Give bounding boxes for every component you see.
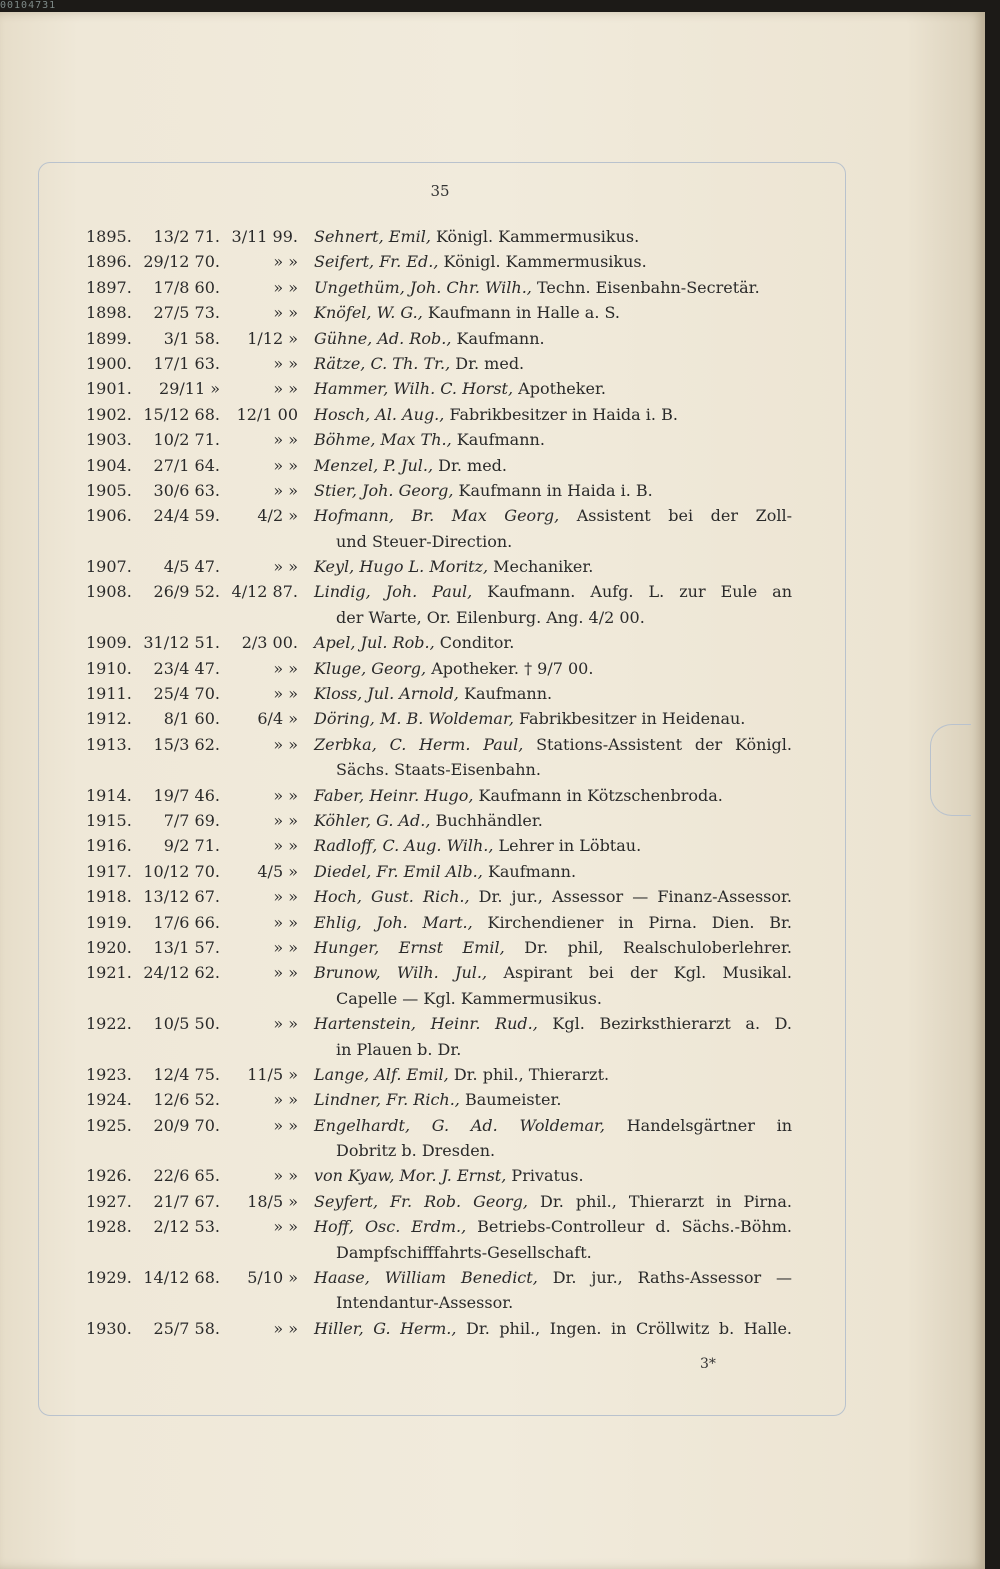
entry-number: 1899.: [86, 328, 132, 348]
membership-date: » »: [273, 455, 298, 475]
entry-number: 1908.: [86, 582, 132, 602]
membership-date: » »: [273, 277, 298, 297]
member-name: Seifert, Fr. Ed.,: [314, 252, 439, 272]
member-description: Kaufmann.: [456, 328, 545, 348]
member-description: Fabrikbesitzer in Heidenau.: [519, 709, 746, 729]
member-description: Kaufmann in Haida i. B.: [458, 480, 653, 500]
birth-date: 10/12 70.: [143, 861, 220, 881]
entry-number: 1912.: [86, 709, 132, 729]
birth-date: 12/6 52.: [153, 1090, 220, 1110]
entry-number: 1910.: [86, 658, 132, 678]
membership-date: 4/5 »: [257, 861, 298, 881]
birth-date: 4/5 47.: [163, 557, 220, 577]
entry-text: [314, 1163, 792, 1188]
entry-text: [314, 910, 792, 935]
member-description-continued: Capelle — Kgl. Kammermusikus.: [336, 988, 602, 1008]
membership-date: » »: [273, 963, 298, 983]
list-item: [86, 427, 790, 452]
list-item: [86, 453, 790, 478]
list-item: [86, 884, 790, 909]
member-description: Kaufmann.: [463, 684, 553, 704]
entry-text: [314, 1087, 792, 1112]
membership-date: » »: [273, 557, 298, 577]
member-name: Hoff, Osc. Erdm.,: [314, 1217, 467, 1237]
list-item: [86, 326, 790, 351]
entry-number: 1918.: [86, 887, 132, 907]
birth-date: 30/6 63.: [153, 480, 220, 500]
list-item: [86, 1087, 790, 1112]
member-name: Faber, Heinr. Hugo,: [314, 785, 474, 805]
member-name: Radloff, C. Aug. Wilh.,: [314, 836, 494, 856]
membership-date: » »: [273, 252, 298, 272]
entry-number: 1909.: [86, 633, 132, 653]
signature-mark: 3*: [700, 1356, 716, 1372]
entry-text: [314, 351, 792, 376]
member-name: Lange, Alf. Emil,: [314, 1064, 449, 1084]
list-item: [86, 1214, 790, 1265]
membership-date: » »: [273, 836, 298, 856]
birth-date: 3/1 58.: [163, 328, 220, 348]
entry-number: 1929.: [86, 1268, 132, 1288]
list-item: [86, 554, 790, 579]
member-description: Kgl. Bezirksthierarzt a. D.: [552, 1014, 793, 1034]
entry-text: [314, 402, 792, 427]
member-name: Hiller, G. Herm.,: [314, 1318, 457, 1338]
list-item: [86, 1062, 790, 1087]
birth-date: 17/6 66.: [153, 912, 220, 932]
member-description-continued: Sächs. Staats-Eisenbahn.: [336, 760, 541, 780]
entry-number: 1922.: [86, 1014, 132, 1034]
entry-text: [314, 1265, 792, 1290]
page-tab-notch: [930, 724, 971, 816]
member-name: Lindig, Joh. Paul,: [314, 582, 473, 602]
list-item: [86, 808, 790, 833]
list-item: [86, 706, 790, 731]
member-description: Königl. Kammermusikus.: [443, 252, 647, 272]
birth-date: 29/12 70.: [143, 252, 220, 272]
list-item: [86, 859, 790, 884]
membership-date: 4/2 »: [257, 506, 298, 526]
entry-text: [314, 1113, 792, 1138]
entry-number: 1902.: [86, 404, 132, 424]
entry-text: [314, 427, 792, 452]
member-description: Aspirant bei der Kgl. Musikal.: [503, 963, 792, 983]
membership-date: » »: [273, 658, 298, 678]
entry-number: 1900.: [86, 353, 132, 373]
birth-date: 24/4 59.: [153, 506, 220, 526]
membership-date: 12/1 00: [236, 404, 298, 424]
entry-number: 1913.: [86, 734, 132, 754]
birth-date: 9/2 71.: [163, 836, 220, 856]
entry-text: [314, 1062, 792, 1087]
entry-number: 1916.: [86, 836, 132, 856]
birth-date: 31/12 51.: [143, 633, 220, 653]
entry-number: 1930.: [86, 1318, 132, 1338]
member-name: Rätze, C. Th. Tr.,: [314, 353, 451, 373]
entry-number: 1919.: [86, 912, 132, 932]
birth-date: 22/6 65.: [153, 1166, 220, 1186]
birth-date: 7/7 69.: [163, 810, 220, 830]
birth-date: 24/12 62.: [143, 963, 220, 983]
member-description: Betriebs-Controlleur d. Sächs.-Böhm.: [477, 1217, 792, 1237]
member-description: Dr. jur., Assessor — Finanz-Assessor.: [478, 887, 792, 907]
membership-date: » »: [273, 912, 298, 932]
list-item: [86, 249, 790, 274]
member-description: Dr. jur., Raths-Assessor —: [552, 1268, 793, 1288]
birth-date: 26/9 52.: [153, 582, 220, 602]
entry-text: [314, 859, 792, 884]
birth-date: 13/2 71.: [153, 227, 220, 246]
member-name: Hartenstein, Heinr. Rud.,: [314, 1014, 538, 1034]
entry-text: [314, 1011, 792, 1036]
member-name: Keyl, Hugo L. Moritz,: [314, 557, 489, 577]
entry-number: 1905.: [86, 480, 132, 500]
birth-date: 2/12 53.: [153, 1217, 220, 1237]
entry-number: 1924.: [86, 1090, 132, 1110]
member-name: Kloss, Jul. Arnold,: [314, 684, 459, 704]
list-item: [86, 224, 790, 249]
member-description: Dr. phil, Realschuloberlehrer.: [524, 937, 792, 957]
member-description-continued: in Plauen b. Dr.: [336, 1039, 462, 1059]
entry-text: [314, 960, 792, 985]
membership-date: » »: [273, 1318, 298, 1338]
birth-date: 13/12 67.: [143, 887, 220, 907]
member-description: Buchhändler.: [435, 810, 543, 830]
member-name: Menzel, P. Jul.,: [314, 455, 434, 475]
member-description: Dr. phil., Thierarzt.: [453, 1064, 610, 1084]
member-description: Apotheker. † 9/7 00.: [431, 658, 594, 678]
entry-number: 1920.: [86, 937, 132, 957]
entry-text: [314, 579, 792, 604]
member-description: Handelsgärtner in: [626, 1115, 792, 1135]
membership-date: » »: [273, 887, 298, 907]
entry-text: [314, 706, 792, 731]
entry-number: 1927.: [86, 1191, 132, 1211]
list-item: [86, 833, 790, 858]
birth-date: 27/5 73.: [153, 303, 220, 323]
member-name: Hunger, Ernst Emil,: [314, 937, 505, 957]
birth-date: 10/2 71.: [153, 430, 220, 450]
membership-date: » »: [273, 810, 298, 830]
entry-number: 1911.: [86, 684, 132, 704]
birth-date: 19/7 46.: [153, 785, 220, 805]
member-name: Apel, Jul. Rob.,: [314, 633, 435, 653]
member-name: Köhler, G. Ad.,: [314, 810, 431, 830]
entry-text: [314, 884, 792, 909]
list-item: [86, 1113, 790, 1164]
birth-date: 27/1 64.: [153, 455, 220, 475]
member-description: Kaufmann.: [456, 430, 545, 450]
membership-date: » »: [273, 1166, 298, 1186]
membership-date: » »: [273, 430, 298, 450]
entry-text: [314, 1214, 792, 1239]
membership-date: » »: [273, 937, 298, 957]
list-item: [86, 478, 790, 503]
list-item: [86, 960, 790, 1011]
corner-catalog-number: 00104731: [0, 0, 57, 11]
entry-number: 1895.: [86, 227, 132, 246]
member-description: Fabrikbesitzer in Haida i. B.: [449, 404, 678, 424]
member-description-continued: Dobritz b. Dresden.: [336, 1141, 496, 1161]
member-description: Assistent bei der Zoll-: [576, 506, 792, 526]
entry-text: [314, 275, 792, 300]
member-description: Dr. med.: [455, 353, 525, 373]
list-item: [86, 1163, 790, 1188]
membership-date: 11/5 »: [247, 1064, 298, 1084]
member-description: Dr. phil., Thierarzt in Pirna.: [540, 1191, 792, 1211]
entry-number: 1901.: [86, 379, 132, 399]
entry-text: [314, 783, 792, 808]
member-description: Techn. Eisenbahn-Secretär.: [536, 277, 760, 297]
list-item: [86, 656, 790, 681]
entry-number: 1903.: [86, 430, 132, 450]
member-description: Lehrer in Löbtau.: [498, 836, 642, 856]
member-name: Hofmann, Br. Max Georg,: [314, 506, 560, 526]
entry-number: 1923.: [86, 1064, 132, 1084]
membership-date: 2/3 00.: [241, 633, 298, 653]
member-name: Diedel, Fr. Emil Alb.,: [314, 861, 483, 881]
member-name: Ungethüm, Joh. Chr. Wilh.,: [314, 277, 532, 297]
entry-text: [314, 808, 792, 833]
membership-date: 1/12 »: [247, 328, 298, 348]
birth-date: 29/11 »: [159, 379, 220, 399]
member-description: Kaufmann in Halle a. S.: [427, 303, 620, 323]
list-item: [86, 300, 790, 325]
entry-text: [314, 326, 792, 351]
list-item: [86, 579, 790, 630]
member-name: Stier, Joh. Georg,: [314, 480, 454, 500]
birth-date: 17/8 60.: [153, 277, 220, 297]
member-description-continued: Intendantur-Assessor.: [336, 1293, 514, 1313]
entry-text: [314, 1189, 792, 1214]
entry-text: [314, 503, 792, 528]
member-name: Kluge, Georg,: [314, 658, 427, 678]
birth-date: 14/12 68.: [143, 1268, 220, 1288]
member-description: Privatus.: [511, 1166, 584, 1186]
member-description: Kirchendiener in Pirna. Dien. Br.: [487, 912, 792, 932]
member-description: Stations-Assistent der Königl.: [536, 734, 792, 754]
member-description-continued: Dampfschifffahrts-Gesellschaft.: [336, 1242, 592, 1262]
member-list: [86, 224, 793, 1341]
birth-date: 8/1 60.: [163, 709, 220, 729]
member-name: Haase, William Benedict,: [314, 1268, 538, 1288]
membership-date: » »: [273, 480, 298, 500]
entry-number: 1914.: [86, 785, 132, 805]
entry-text: [314, 249, 792, 274]
member-name: Hammer, Wilh. C. Horst,: [314, 379, 514, 399]
membership-date: » »: [273, 379, 298, 399]
list-item: [86, 732, 790, 783]
member-name: Hosch, Al. Aug.,: [314, 404, 445, 424]
member-description: Mechaniker.: [493, 557, 594, 577]
membership-date: 3/11 99.: [231, 227, 298, 246]
entry-text: [314, 376, 792, 401]
list-item: [86, 402, 790, 427]
member-name: Seyfert, Fr. Rob. Georg,: [314, 1191, 529, 1211]
birth-date: 15/12 68.: [143, 404, 220, 424]
list-item: [86, 910, 790, 935]
list-item: [86, 1265, 793, 1316]
member-name: Hoch, Gust. Rich.,: [314, 887, 470, 907]
membership-date: » »: [273, 684, 298, 704]
birth-date: 12/4 75.: [153, 1064, 220, 1084]
entry-number: 1898.: [86, 303, 132, 323]
list-item: [86, 376, 790, 401]
page-number: 35: [430, 182, 450, 200]
birth-date: 10/5 50.: [153, 1014, 220, 1034]
list-item: [86, 783, 790, 808]
entry-number: 1917.: [86, 861, 132, 881]
member-name: von Kyaw, Mor. J. Ernst,: [314, 1166, 507, 1186]
member-description: Conditor.: [439, 633, 515, 653]
member-description-continued: und Steuer-Direction.: [336, 531, 513, 551]
list-item: [86, 1189, 790, 1214]
entry-text: [314, 1316, 792, 1341]
list-item: [86, 1316, 790, 1341]
membership-date: » »: [273, 1090, 298, 1110]
membership-date: 5/10 »: [247, 1268, 298, 1288]
entry-number: 1921.: [86, 963, 132, 983]
member-name: Böhme, Max Th.,: [314, 430, 452, 450]
member-name: Ehlig, Joh. Mart.,: [314, 912, 473, 932]
entry-number: 1925.: [86, 1115, 132, 1135]
member-description: Dr. med.: [438, 455, 507, 475]
member-description: Kaufmann.: [487, 861, 577, 881]
member-name: Sehnert, Emil,: [314, 227, 431, 246]
membership-date: » »: [273, 734, 298, 754]
entry-text: [314, 478, 792, 503]
entry-text: [314, 833, 792, 858]
entry-number: 1896.: [86, 252, 132, 272]
member-description: Baumeister.: [464, 1090, 562, 1110]
birth-date: 25/4 70.: [153, 684, 220, 704]
member-description: Kaufmann. Aufg. L. zur Eule an: [487, 582, 792, 602]
list-item: [86, 681, 790, 706]
entry-number: 1904.: [86, 455, 132, 475]
entry-text: [314, 935, 792, 960]
entry-number: 1907.: [86, 557, 132, 577]
member-description: Apotheker.: [518, 379, 606, 399]
entry-number: 1915.: [86, 810, 132, 830]
list-item: [86, 275, 790, 300]
member-name: Engelhardt, G. Ad. Woldemar,: [314, 1115, 605, 1135]
entry-text: [314, 453, 792, 478]
member-name: Knöfel, W. G.,: [314, 303, 423, 323]
membership-date: » »: [273, 1014, 298, 1034]
birth-date: 20/9 70.: [153, 1115, 220, 1135]
birth-date: 21/7 67.: [153, 1191, 220, 1211]
membership-date: 18/5 »: [247, 1191, 298, 1211]
entry-number: 1928.: [86, 1217, 132, 1237]
member-description: Dr. phil., Ingen. in Cröllwitz b. Halle.: [466, 1318, 792, 1338]
member-description-continued: der Warte, Or. Eilenburg. Ang. 4/2 00.: [336, 607, 645, 627]
membership-date: » »: [273, 785, 298, 805]
member-name: Zerbka, C. Herm. Paul,: [314, 734, 524, 754]
member-name: Gühne, Ad. Rob.,: [314, 328, 452, 348]
membership-date: 4/12 87.: [231, 582, 298, 602]
entry-text: [314, 681, 792, 706]
membership-date: » »: [273, 353, 298, 373]
entry-text: [314, 630, 792, 655]
birth-date: 17/1 63.: [153, 353, 220, 373]
membership-date: » »: [273, 1217, 298, 1237]
entry-number: 1926.: [86, 1166, 132, 1186]
entry-text: [314, 300, 792, 325]
entry-text: [314, 732, 792, 757]
member-name: Lindner, Fr. Rich.,: [314, 1090, 460, 1110]
birth-date: 25/7 58.: [153, 1318, 220, 1338]
birth-date: 13/1 57.: [153, 937, 220, 957]
list-item: [86, 351, 790, 376]
entry-number: 1897.: [86, 277, 132, 297]
entry-text: [314, 224, 792, 249]
list-item: [86, 503, 790, 554]
member-name: Döring, M. B. Woldemar,: [314, 709, 514, 729]
entry-text: [314, 656, 792, 681]
birth-date: 15/3 62.: [153, 734, 220, 754]
list-item: [86, 630, 790, 655]
membership-date: 6/4 »: [257, 709, 298, 729]
list-item: [86, 1011, 793, 1062]
birth-date: 23/4 47.: [153, 658, 220, 678]
member-name: Brunow, Wilh. Jul.,: [314, 963, 488, 983]
membership-date: » »: [273, 1115, 298, 1135]
entry-text: [314, 554, 792, 579]
list-item: [86, 935, 790, 960]
member-description: Königl. Kammermusikus.: [436, 227, 640, 246]
membership-date: » »: [273, 303, 298, 323]
member-description: Kaufmann in Kötzschenbroda.: [478, 785, 723, 805]
entry-number: 1906.: [86, 506, 132, 526]
